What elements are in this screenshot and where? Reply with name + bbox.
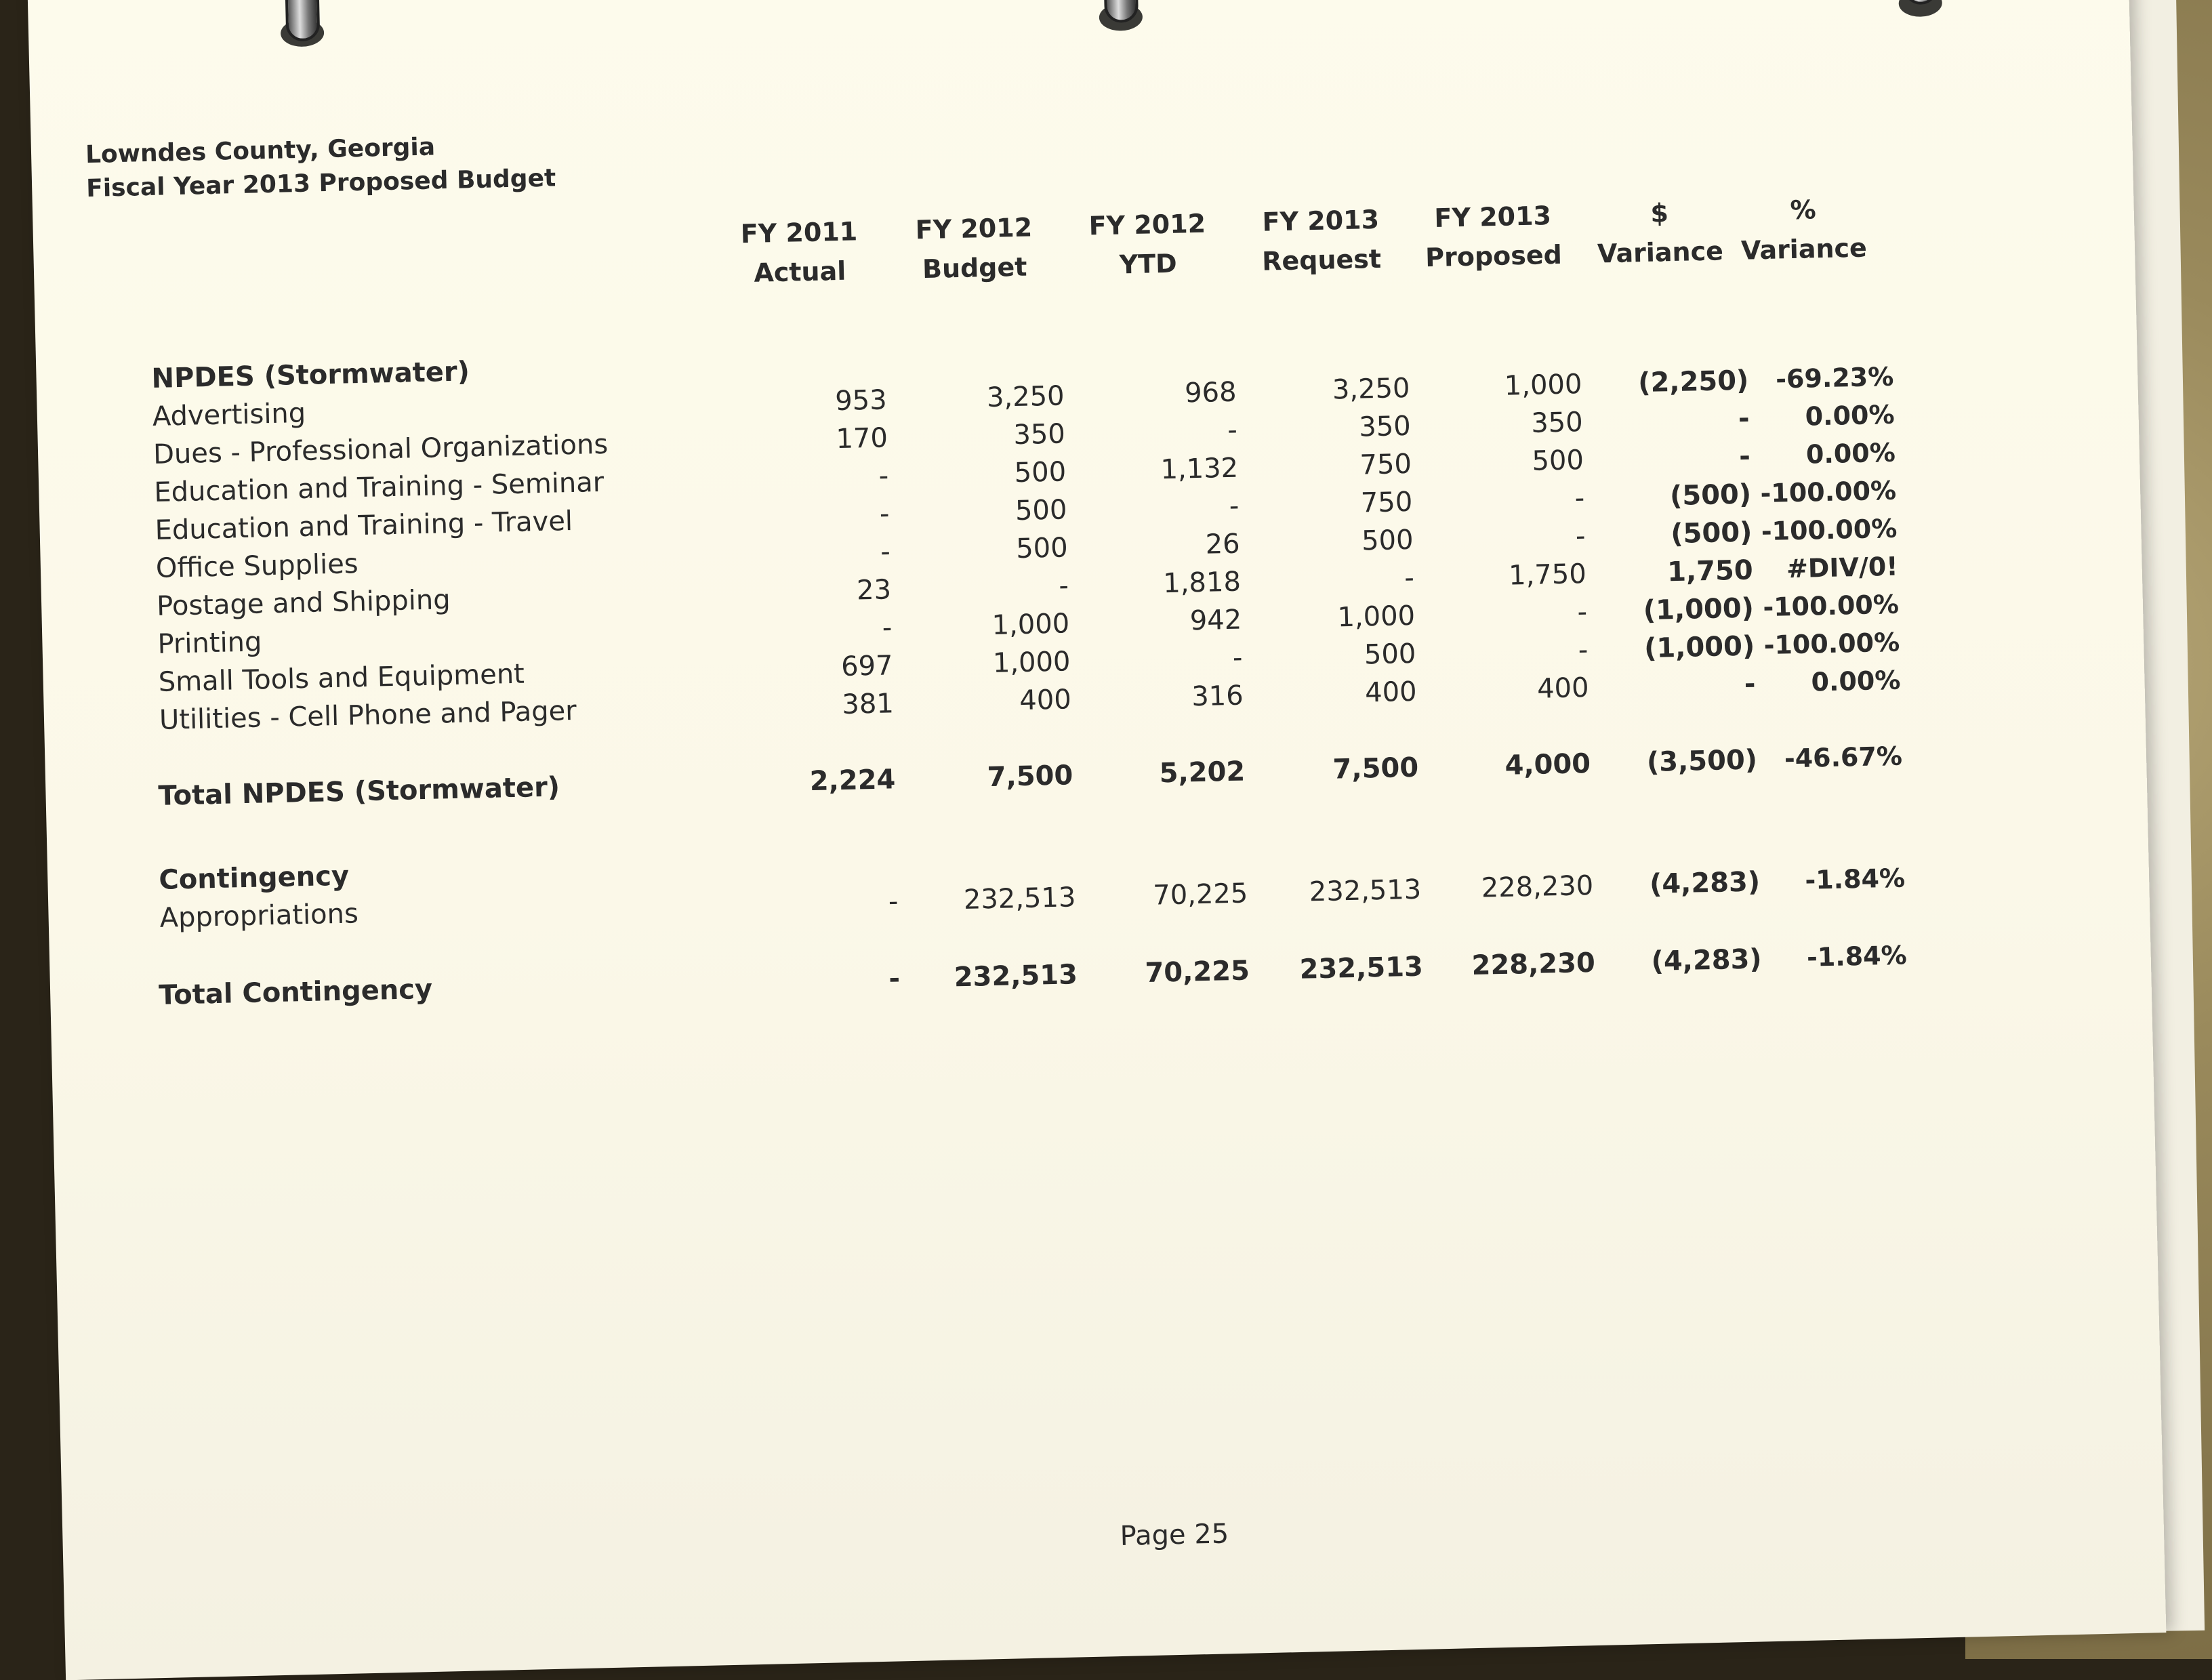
cell-fy2012-budget: 500 (1015, 532, 1069, 565)
cell-fy2012-ytd: - (1229, 490, 1240, 522)
cell-dollar-variance: - (1744, 668, 1756, 700)
col-header-fy2012-budget: FY 2012 Budget (915, 212, 1033, 285)
cell-fy2013-proposed: 500 (1532, 445, 1584, 477)
cell-fy2013-request: 232,513 (1309, 874, 1422, 908)
cell-fy2013-request: 500 (1364, 638, 1416, 671)
cell-percent-variance: -1.84% (1806, 940, 1908, 972)
row-label: Printing (157, 626, 262, 660)
cell-percent-variance: #DIV/0! (1786, 551, 1899, 584)
cell-fy2011-actual: 697 (840, 650, 894, 683)
cell-percent-variance: -69.23% (1775, 361, 1894, 394)
cell-fy2011-actual: - (888, 886, 899, 918)
cell-fy2012-budget: 500 (1014, 456, 1067, 489)
row-label: Total Contingency (158, 973, 433, 1011)
cell-fy2013-proposed: 1,750 (1508, 558, 1587, 592)
cell-fy2013-proposed: - (1575, 520, 1586, 552)
county-name: Lowndes County, Georgia (85, 133, 436, 169)
cell-fy2012-budget: 1,000 (991, 608, 1070, 641)
cell-fy2013-proposed: 228,230 (1471, 947, 1596, 982)
cell-dollar-variance: - (1738, 441, 1751, 472)
cell-fy2013-request: 500 (1361, 524, 1414, 557)
section-title-contingency: Contingency (158, 860, 350, 896)
cell-percent-variance: 0.00% (1805, 437, 1896, 470)
row-label: Advertising (152, 397, 306, 432)
cell-fy2013-request: 232,513 (1299, 951, 1424, 985)
cell-percent-variance: -100.00% (1763, 627, 1900, 661)
col-header-fy2013-request: FY 2013 Request (1261, 204, 1382, 276)
col-header-fy2012-ytd: FY 2012 YTD (1088, 208, 1206, 280)
cell-dollar-variance: (4,283) (1651, 943, 1763, 977)
row-label: Small Tools and Equipment (158, 658, 525, 698)
cell-fy2012-budget: 1,000 (992, 646, 1071, 679)
cell-percent-variance: -46.67% (1784, 741, 1903, 774)
cell-fy2012-budget: 500 (1015, 494, 1067, 527)
cell-fy2011-actual: 953 (834, 384, 888, 417)
cell-dollar-variance: (500) (1669, 478, 1752, 512)
cell-fy2012-budget: 350 (1012, 418, 1066, 451)
cell-fy2012-ytd: - (1227, 414, 1238, 446)
cell-fy2012-ytd: 942 (1189, 604, 1242, 637)
cell-percent-variance: 0.00% (1811, 665, 1901, 697)
cell-dollar-variance: 1,750 (1666, 554, 1754, 588)
cell-fy2011-actual: 2,224 (809, 764, 896, 798)
col-header-fy2013-proposed: FY 2013 Proposed (1425, 201, 1563, 273)
cell-fy2012-budget: 3,250 (986, 380, 1065, 414)
cell-fy2013-proposed: 4,000 (1504, 747, 1591, 781)
cell-fy2011-actual: - (882, 612, 893, 644)
row-label: Total NPDES (Stormwater) (158, 771, 560, 812)
cell-dollar-variance: (1,000) (1643, 630, 1755, 665)
cell-fy2012-budget: 232,513 (963, 882, 1076, 916)
col-header-dollar-variance: $ Variance (1597, 198, 1724, 269)
cell-fy2011-actual: 381 (841, 688, 895, 720)
col-header-percent-variance: % Variance (1740, 194, 1868, 266)
cell-fy2013-request: - (1404, 562, 1415, 594)
row-label: Education and Training - Travel (155, 505, 573, 546)
cell-fy2013-proposed: 228,230 (1481, 869, 1594, 904)
cell-dollar-variance: (2,250) (1637, 365, 1749, 399)
cell-fy2011-actual: - (878, 460, 889, 492)
row-label: Office Supplies (155, 548, 359, 584)
cell-fy2012-ytd: 1,818 (1162, 566, 1242, 600)
binder-ring (285, 0, 320, 41)
cell-fy2011-actual: - (880, 536, 891, 568)
cell-fy2012-ytd: 26 (1205, 528, 1241, 560)
cell-fy2013-proposed: - (1578, 634, 1589, 666)
cell-fy2013-proposed: - (1574, 483, 1585, 514)
budget-title: Fiscal Year 2013 Proposed Budget (85, 164, 556, 203)
cell-fy2012-ytd: - (1232, 642, 1243, 674)
cell-fy2011-actual: - (888, 963, 901, 995)
cell-percent-variance: -100.00% (1760, 475, 1897, 509)
cell-fy2013-request: 400 (1364, 676, 1418, 709)
cell-fy2013-proposed: 400 (1536, 672, 1590, 705)
cell-dollar-variance: - (1738, 403, 1750, 434)
cell-fy2013-request: 1,000 (1337, 600, 1416, 634)
cell-dollar-variance: (500) (1670, 516, 1753, 550)
cell-fy2013-request: 750 (1359, 448, 1412, 481)
cell-fy2012-budget: 232,513 (954, 959, 1078, 993)
cell-fy2012-budget: - (1058, 570, 1069, 602)
cell-fy2012-budget: 400 (1019, 684, 1072, 717)
row-label: Utilities - Cell Phone and Pager (159, 695, 577, 736)
cell-fy2013-request: 350 (1358, 410, 1412, 443)
cell-fy2012-ytd: 1,132 (1160, 452, 1239, 486)
cell-fy2013-request: 7,500 (1332, 752, 1419, 785)
cell-dollar-variance: (4,283) (1649, 866, 1761, 901)
cell-fy2012-budget: 7,500 (987, 760, 1073, 794)
row-label: Appropriations (159, 898, 359, 934)
cell-fy2012-ytd: 968 (1184, 376, 1237, 409)
row-label: Postage and Shipping (156, 584, 451, 622)
row-label: Education and Training - Seminar (153, 466, 605, 508)
cell-percent-variance: -100.00% (1762, 589, 1900, 623)
cell-fy2011-actual: 170 (836, 422, 888, 455)
cell-fy2013-request: 750 (1360, 486, 1413, 519)
cell-fy2013-request: 3,250 (1332, 372, 1410, 406)
col-header-fy2011-actual: FY 2011 Actual (740, 216, 858, 288)
cell-dollar-variance: (1,000) (1643, 592, 1755, 627)
cell-fy2011-actual: 23 (856, 574, 892, 607)
cell-fy2012-ytd: 70,225 (1145, 955, 1250, 989)
cell-percent-variance: 0.00% (1805, 399, 1895, 432)
cell-percent-variance: -100.00% (1761, 513, 1898, 547)
cell-fy2011-actual: - (879, 498, 890, 530)
cell-dollar-variance: (3,500) (1646, 744, 1758, 779)
cell-fy2012-ytd: 5,202 (1159, 756, 1246, 790)
cell-fy2013-proposed: 1,000 (1504, 369, 1582, 402)
budget-page (27, 0, 2166, 1680)
cell-fy2013-proposed: 350 (1530, 407, 1584, 439)
cell-fy2012-ytd: 70,225 (1152, 878, 1248, 911)
section-title-npdes: NPDES (Stormwater) (151, 356, 470, 394)
cell-fy2013-proposed: - (1577, 596, 1588, 628)
row-label: Dues - Professional Organizations (152, 428, 609, 470)
cell-fy2012-ytd: 316 (1191, 680, 1244, 713)
cell-percent-variance: -1.84% (1804, 863, 1906, 895)
page-number: Page 25 (1120, 1518, 1229, 1552)
